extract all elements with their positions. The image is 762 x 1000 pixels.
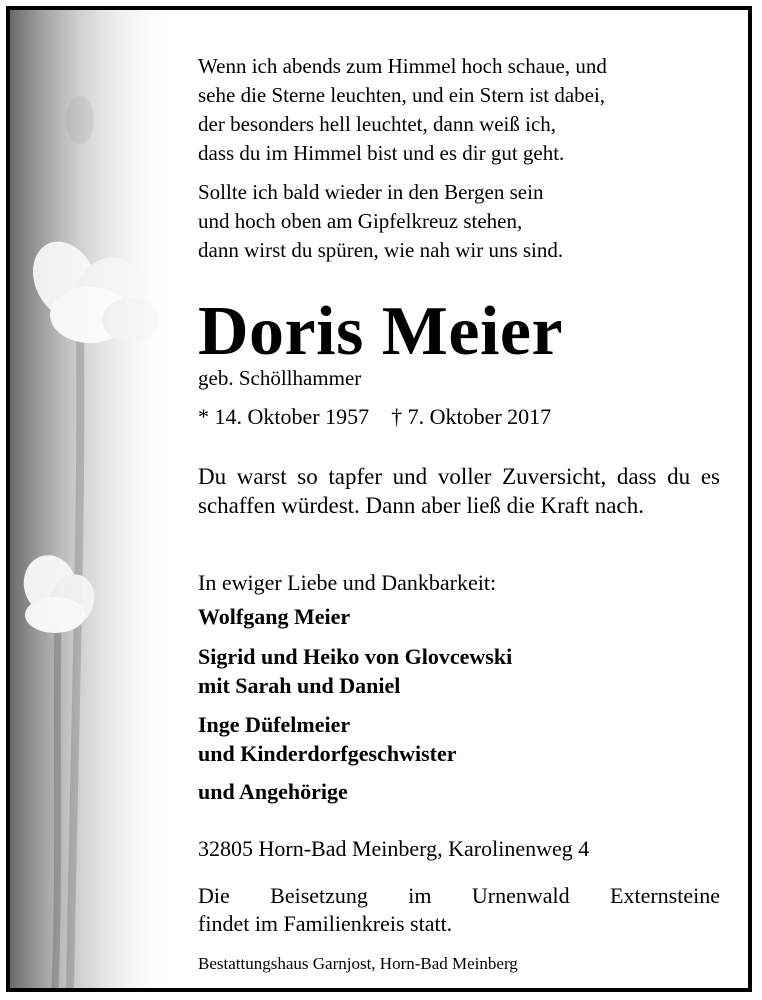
deceased-name: Doris Meier	[198, 293, 564, 370]
mourner-name: und Angehörige	[198, 779, 348, 804]
poem-stanza-2	[198, 178, 728, 265]
obituary-frame	[6, 6, 752, 992]
address: 32805 Horn-Bad Meinberg, Karolinenweg 4	[198, 836, 590, 861]
poem-line: dass du im Himmel bist und es dir gut geht.	[198, 141, 565, 165]
mourner-group	[198, 602, 728, 631]
poem-stanza-1	[198, 52, 728, 168]
burial-line: Die Beisetzung im Urnenwald Externsteine	[198, 883, 720, 908]
flower-illustration	[10, 10, 185, 988]
tribute-text: Du warst so tapfer und voller Zuversicht, dass du es schaffen würdest. Dann aber ließ die Kraft nach.	[198, 464, 720, 518]
mourner-name: Wolfgang Meier	[198, 604, 351, 629]
burial-notice	[198, 882, 720, 938]
birth-date: * 14. Oktober 1957	[198, 404, 370, 429]
burial-line: findet im Familienkreis statt.	[198, 911, 453, 936]
poem-line: dann wirst du spüren, wie nah wir uns sind.	[198, 238, 564, 262]
poem-line: und hoch oben am Gipfelkreuz stehen,	[198, 209, 523, 233]
mourner-group	[198, 642, 728, 700]
born-name: geb. Schöllhammer	[198, 366, 362, 390]
undertaker: Bestattungshaus Garnjost, Horn-Bad Meinberg	[198, 954, 518, 973]
poem-line: der besonders hell leuchtet, dann weiß ich,	[198, 112, 557, 136]
poem-line: sehe die Sterne leuchten, und ein Stern ist dabei,	[198, 83, 606, 107]
poem-line: Wenn ich abends zum Himmel hoch schaue, und	[198, 54, 607, 78]
mourner-group	[198, 777, 728, 806]
mourners-intro: In ewiger Liebe und Dankbarkeit:	[198, 570, 497, 595]
life-dates	[198, 404, 728, 430]
mourner-name: mit Sarah und Daniel	[198, 673, 401, 698]
mourner-name: und Kinderdorfgeschwister	[198, 741, 457, 766]
mourner-name: Sigrid und Heiko von Glovcewski	[198, 644, 513, 669]
poem-line: Sollte ich bald wieder in den Bergen sein	[198, 180, 544, 204]
death-date: † 7. Oktober 2017	[391, 404, 552, 429]
mourner-group	[198, 710, 728, 768]
mourner-name: Inge Düfelmeier	[198, 712, 351, 737]
flower-photo	[10, 10, 185, 988]
